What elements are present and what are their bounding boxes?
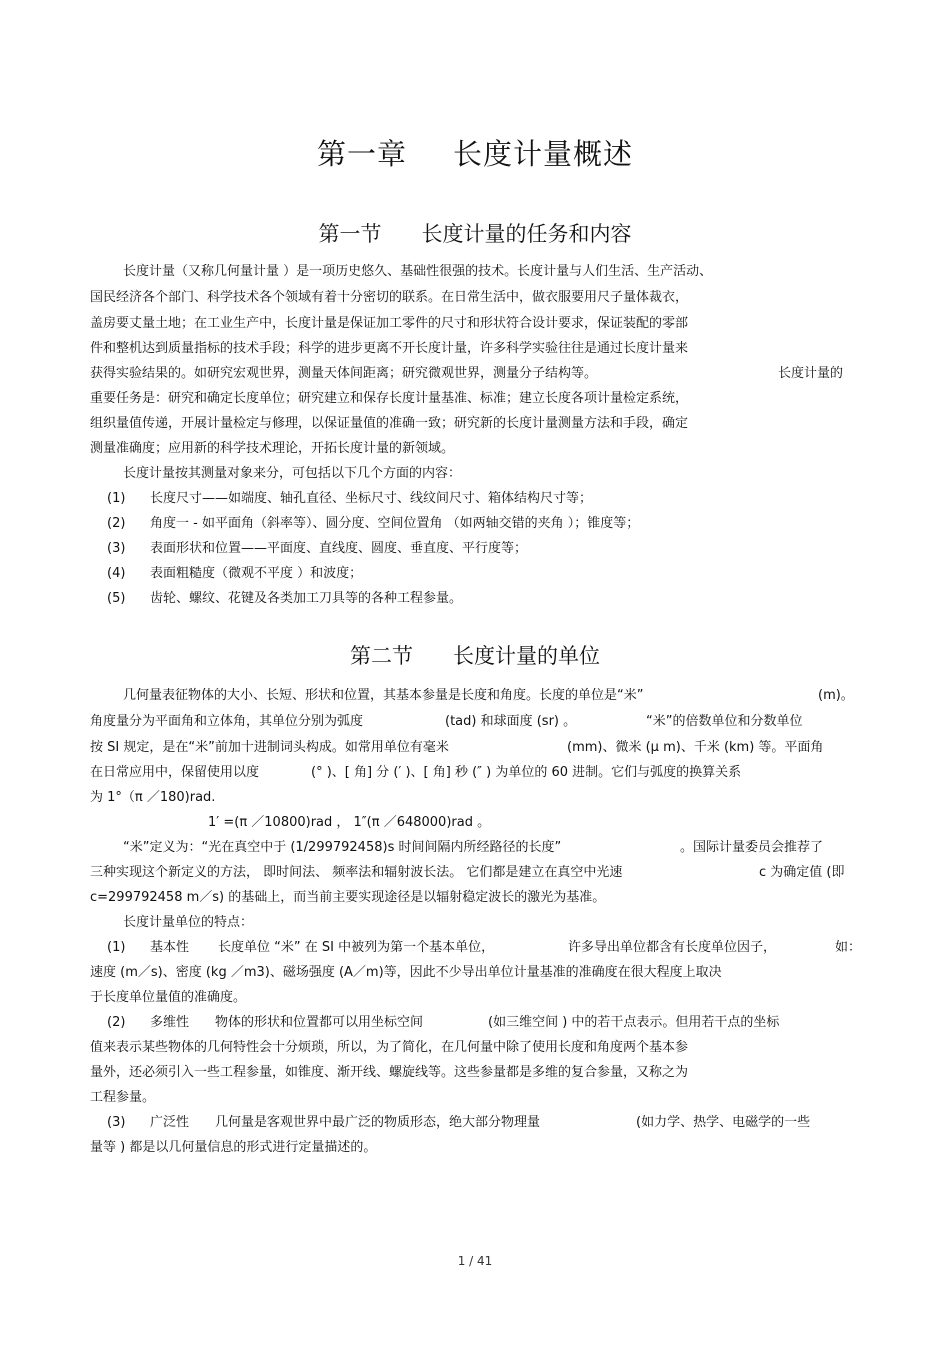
section-2-number: 第二节 (350, 644, 413, 668)
feature-text-tail: 如： (835, 940, 862, 955)
feature-text-tail: (如力学、热学、电磁学的一些 (636, 1115, 811, 1130)
paragraph-line: 按 SI 规定，是在“米”前加十进制词头构成。如常用单位有毫米 (90, 740, 449, 755)
feature-name: 多维性 (150, 1015, 190, 1030)
paragraph-line: 于长度单位量值的准确度。 (90, 990, 247, 1005)
page-number: 1 / 41 (457, 1254, 493, 1268)
paragraph-line: 件和整机达到质量指标的技术手段；科学的进步更离不开长度计量，许多科学实验往往是通过长度计量来 (90, 341, 689, 356)
paragraph-line-tail: (mm)、微米 (μ m)、千米 (km) 等。平面角 (567, 740, 824, 755)
list-item-number: (5) (107, 591, 126, 606)
chapter-number: 第一章 (316, 137, 407, 171)
paragraph-line: c=299792458 m／s) 的基础上，而当前主要实现途径是以辐射稳定波长的激光为基准。 (90, 890, 606, 905)
paragraph-line: 盖房要丈量土地；在工业生产中，长度计量是保证加工零件的尺寸和形状符合设计要求，保证装配的零部 (90, 316, 689, 331)
paragraph-line-tail: (° )、[ 角] 分 (′ )、[ 角] 秒 (″ ) 为单位的 60 进制。它们与弧度的换算关系 (311, 765, 742, 780)
list-item: 齿轮、螺纹、花键及各类加工刀具等的各种工程参量。 (150, 591, 463, 606)
section-2-name: 长度计量的单位 (453, 644, 600, 668)
feature-number: (1) (107, 940, 126, 955)
paragraph-line: 获得实验结果的。如研究宏观世界，测量天体间距离；研究微观世界，测量分子结构等。 (90, 366, 598, 381)
feature-name: 基本性 (150, 940, 190, 955)
section-1-name: 长度计量的任务和内容 (421, 222, 632, 246)
paragraph-line: 在日常应用中，保留使用以度 (90, 765, 260, 780)
paragraph-line: 速度 (m／s)、密度 (kg ／m3)、磁场强度 (A／m)等，因此不少导出单位计量基准的准确度在很大程度上取决 (90, 965, 722, 980)
list-item: 表面粗糙度（微观不平度 ）和波度； (150, 566, 363, 581)
paragraph-line: “米”定义为：“光在真空中于 (1/299792458)s 时间间隔内所经路径的长度” (123, 840, 562, 855)
paragraph-line-tail: c 为确定值 (即 (759, 865, 845, 880)
paragraph-line: 重要任务是：研究和确定长度单位；研究建立和保存长度计量基准、标准；建立长度各项计量检定系统， (90, 391, 689, 406)
paragraph-line-tail: (m)。 (818, 688, 854, 703)
feature-text-tail: 许多导出单位都含有长度单位因子， (568, 940, 777, 955)
paragraph-line-tail: 。国际计量委员会推荐了 (680, 840, 824, 855)
paragraph-line-tail: 长度计量的 (778, 366, 844, 381)
feature-text: 长度单位 “米” 在 SI 中被列为第一个基本单位， (218, 940, 495, 955)
paragraph-line: 工程参量。 (90, 1090, 156, 1105)
list-item-number: (4) (107, 566, 126, 581)
paragraph-line: 几何量表征物体的大小、长短、形状和位置，其基本参量是长度和角度。长度的单位是“米” (123, 688, 644, 703)
paragraph-line-tail: “米”的倍数单位和分数单位 (646, 714, 803, 729)
list-item: 表面形状和位置——平面度、直线度、圆度、垂直度、平行度等； (150, 541, 528, 556)
list-item-number: (2) (107, 516, 126, 531)
paragraph-line: 长度计量按其测量对象来分，可包括以下几个方面的内容： (123, 466, 462, 481)
paragraph-line: 组织量值传递，开展计量检定与修理，以保证量值的准确一致；研究新的长度计量测量方法和手段，确定 (90, 416, 689, 431)
list-item: 长度尺寸——如端度、轴孔直径、坐标尺寸、线纹间尺寸、箱体结构尺寸等； (150, 491, 593, 506)
paragraph-line: 为 1°（π ／180)rad. (90, 790, 216, 805)
feature-name: 广泛性 (150, 1115, 190, 1130)
list-item-number: (1) (107, 491, 126, 506)
feature-number: (3) (107, 1115, 126, 1130)
chapter-name: 长度计量概述 (453, 137, 634, 171)
chapter-title (0, 132, 950, 173)
paragraph-line: 量外，还必须引入一些工程参量，如锥度、渐开线、螺旋线等。这些参量都是多维的复合参量，又称之为 (90, 1065, 689, 1080)
feature-number: (2) (107, 1015, 126, 1030)
paragraph-line: 量等 ) 都是以几何量信息的形式进行定量描述的。 (90, 1140, 377, 1155)
feature-text: 几何量是客观世界中最广泛的物质形态，绝大部分物理量 (215, 1115, 541, 1130)
paragraph-line: 长度计量单位的特点： (123, 915, 254, 930)
paragraph-line: 值来表示某些物体的几何特性会十分烦琐，所以，为了简化，在几何量中除了使用长度和角度两个基本参 (90, 1040, 689, 1055)
paragraph-line: 长度计量（又称几何量计量 ）是一项历史悠久、基础性很强的技术。长度计量与人们生活、生产活动、 (123, 264, 713, 279)
section-1-number: 第一节 (318, 222, 382, 246)
paragraph-line-mid: (tad) 和球面度 (sr) 。 (445, 714, 577, 729)
section-2-title (0, 640, 950, 670)
paragraph-line: 测量准确度；应用新的科学技术理论，开拓长度计量的新领域。 (90, 441, 455, 456)
feature-text: 物体的形状和位置都可以用坐标空间 (215, 1015, 424, 1030)
feature-text-tail: (如三维空间 ) 中的若干点表示。但用若干点的坐标 (488, 1015, 780, 1030)
paragraph-line: 国民经济各个部门、科学技术各个领域有着十分密切的联系。在日常生活中，做衣服要用尺子量体裁衣， (90, 290, 689, 305)
list-item: 角度一 - 如平面角（斜率等）、圆分度、空间位置角 （如两轴交错的夹角 ）；锥度等； (150, 516, 640, 531)
formula: 1′ =(π ／10800)rad ， 1″(π ／648000)rad 。 (208, 815, 491, 830)
paragraph-line: 角度量分为平面角和立体角，其单位分别为弧度 (90, 714, 364, 729)
list-item-number: (3) (107, 541, 126, 556)
paragraph-line: 三种实现这个新定义的方法， 即时间法、 频率法和辐射波长法。 它们都是建立在真空中光速 (90, 865, 623, 880)
section-1-title (0, 218, 950, 248)
